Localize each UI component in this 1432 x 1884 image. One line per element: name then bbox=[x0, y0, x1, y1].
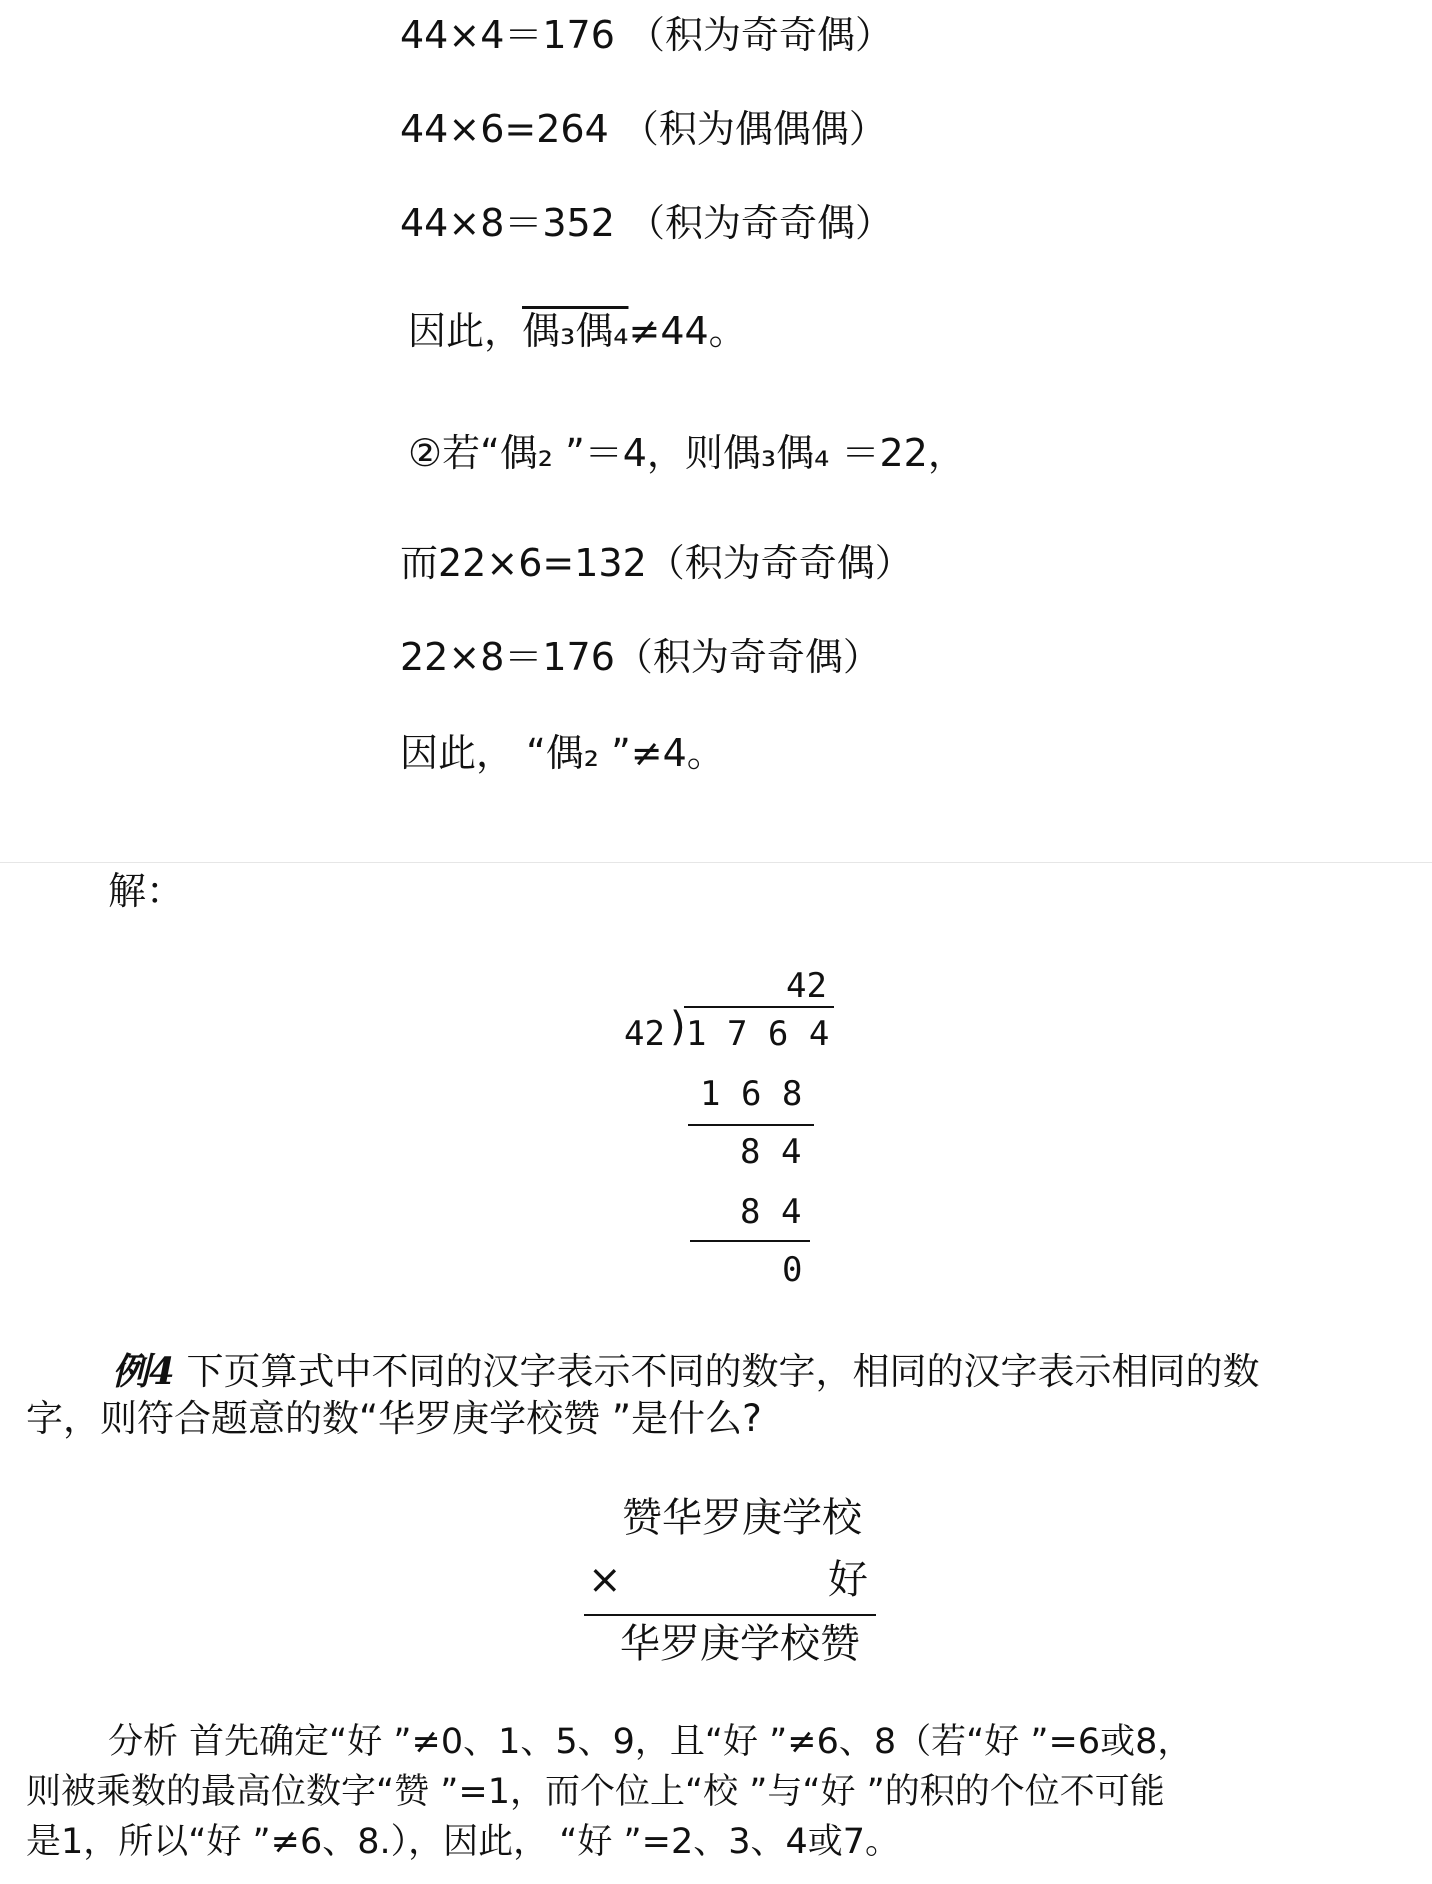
division-dividend: 1 7 6 4 bbox=[686, 1014, 830, 1054]
conclusion-1-prefix: 因此， bbox=[408, 309, 523, 353]
division-divisor: 42 bbox=[624, 1014, 665, 1054]
division-step-1: 1 6 8 bbox=[700, 1074, 803, 1114]
conclusion-1-suffix: ≠44。 bbox=[628, 309, 747, 353]
division-step-2: 8 4 bbox=[740, 1192, 802, 1232]
conclusion-1 bbox=[408, 308, 747, 354]
analysis-line-2: 则被乘数的最高位数字“赞 ”=1，而个位上“校 ”与“好 ”的积的个位不可能 bbox=[26, 1772, 1165, 1812]
conclusion-2: 因此， “偶₂ ”≠4。 bbox=[400, 731, 725, 775]
product: 华罗庚学校赞 bbox=[620, 1621, 860, 1667]
equation-line-3: 44×8＝352 （积为奇奇偶） bbox=[400, 201, 893, 245]
division-remainder-1: 8 4 bbox=[740, 1132, 802, 1172]
equation-line-4: 而22×6=132（积为奇奇偶） bbox=[400, 541, 913, 585]
example-4-line-1 bbox=[112, 1348, 1260, 1395]
multiplication-line bbox=[584, 1614, 876, 1616]
multiplicand: 赞华罗庚学校 bbox=[622, 1495, 862, 1541]
analysis-line-1: 分析 首先确定“好 ”≠0、1、5、9，且“好 ”≠6、8（若“好 ”=6或8， bbox=[108, 1722, 1193, 1762]
equation-line-2: 44×6=264 （积为偶偶偶） bbox=[400, 107, 887, 151]
conclusion-1-overline: 偶₃偶₄ bbox=[522, 309, 629, 353]
equation-line-1: 44×4＝176 （积为奇奇偶） bbox=[400, 13, 893, 57]
division-line-1 bbox=[688, 1124, 814, 1126]
division-line-2 bbox=[690, 1240, 810, 1242]
example-4-text-2: 字，则符合题意的数“华罗庚学校赞 ”是什么? bbox=[26, 1397, 762, 1440]
analysis-line-3: 是1，所以“好 ”≠6、8.），因此， “好 ”=2、3、4或7。 bbox=[26, 1822, 901, 1862]
case-2-statement: ②若“偶₂ ”＝4，则偶₃偶₄ ＝22， bbox=[408, 431, 966, 475]
division-bracket: ) bbox=[670, 1004, 686, 1050]
example-4-label: 例4 bbox=[112, 1349, 175, 1393]
multiply-operator: × bbox=[588, 1557, 622, 1603]
division-final-remainder: 0 bbox=[782, 1250, 803, 1290]
division-quotient: 42 bbox=[786, 966, 827, 1006]
equation-line-5: 22×8＝176（积为奇奇偶） bbox=[400, 635, 881, 679]
example-4-text-1: 下页算式中不同的汉字表示不同的数字，相同的汉字表示相同的数 bbox=[174, 1350, 1260, 1393]
division-bar bbox=[684, 1006, 834, 1008]
solution-label: 解： bbox=[108, 869, 185, 913]
multiplier: 好 bbox=[828, 1557, 868, 1603]
section-divider bbox=[0, 862, 1432, 863]
